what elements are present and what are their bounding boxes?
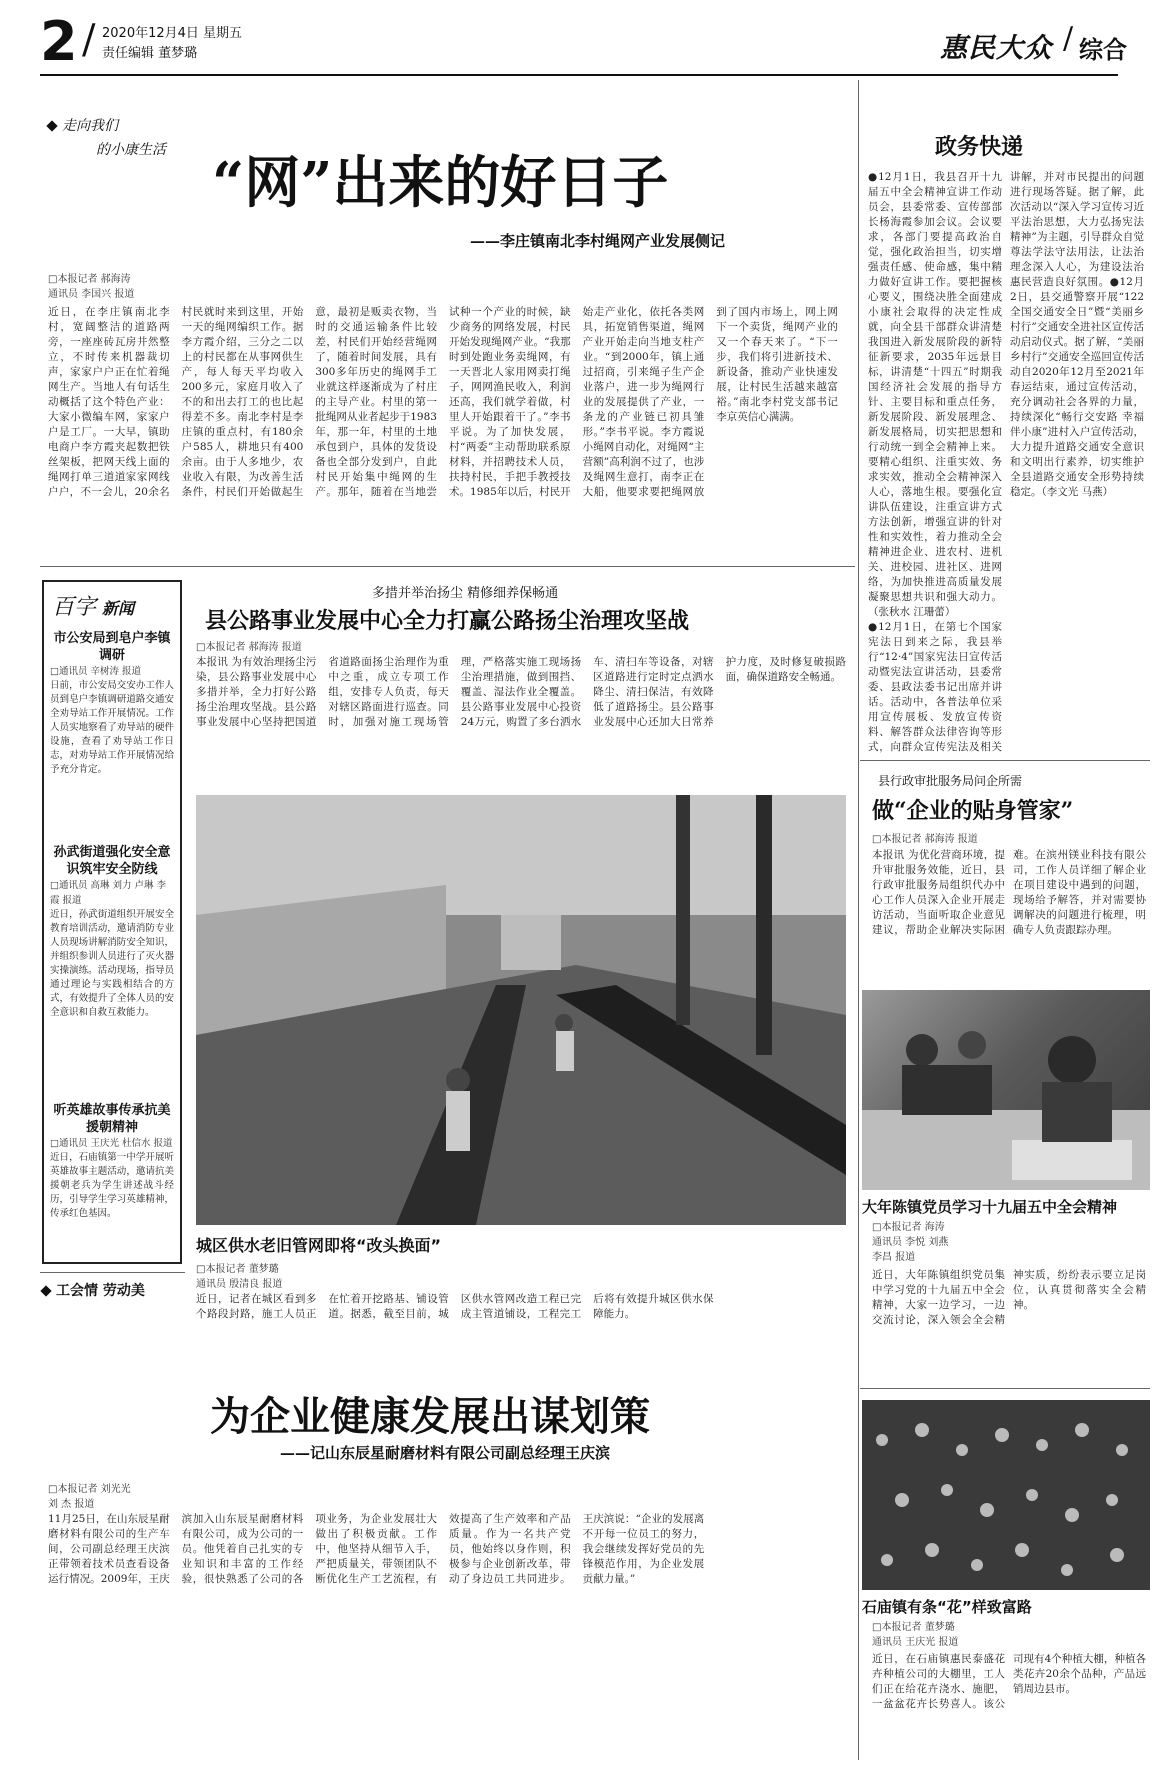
hundred-item-body: 近日，孙武街道组织开展安全教育培训活动，邀请消防专业人员现场讲解消防安全知识，并组织参训人员进行了灭火器实操演练。活动现场，指导员通过理论与实践相结合的方式，有效提升了全体人员的安全意识和自救互救能力。 xyxy=(50,909,174,1018)
politics-item-1: ●12月1日，我县召开十九届五中全会精神宣讲工作动员会，县委常委、宣传部部长杨海霞参加会议。会议要求，各部门要提高政治自觉，强化政治担当，切实增强责任感、使命感，集中精力做好宣讲工作。要把握核心要义，围绕决胜全面建成小康社会取得的决定性成就，向全县干部群众讲清楚我国进入新发展阶段的新特征新要求，2035年远景目标，讲清楚“十四五”时期我国经济社会发展的指导方针、主要目标和重点任务，新发展阶段、新发展理念、新发展格局，切实把思想和行动统一到全会精神上来。要精心组织、注重实效、务求实效，推动全会精神深入人心，落地生根。要强化宣讲队伍建设，注重宣讲方式方法创新，增强宣讲的针对性和实效性，着力推动全会精神进企业、进农村、进机关、进校园、进社区、进网络，为加快推进高质量发展凝聚思想共识和强大动力。（张秋水 江珊蕾） xyxy=(868,171,1002,618)
party-study-byline: □本报记者 海涛 通讯员 李悦 刘燕 李昌 报道 xyxy=(872,1222,949,1263)
water-pipe-photo xyxy=(196,795,846,1225)
union-body: 11月25日，在山东辰星耐磨材料有限公司的生产车间，公司副总经理王庆滨正带领着技术员查看设备运行情况。2009年，王庆滨加入山东辰星耐磨材料有限公司，成为公司的一员。他凭着自己扎实的专业知识和丰富的工作经验，很快熟悉了公司的各项业务，为企业发展壮大做出了积极贡献。工作中，他坚持从细节入手，严把质量关，带领团队不断优化生产工艺流程，有效提高了生产效率和产品质量。作为一名共产党员，他始终以身作则，积极参与企业创新改革，带动了身边员工共同进步。王庆滨说：“企业的发展离不开每一位员工的努力，我会继续发挥好党员的先锋模范作用，为企业发展贡献力量。” xyxy=(48,1513,705,1585)
lead-byline: □本报记者 郝海涛 通讯员 李国兴 报道 xyxy=(48,274,135,300)
hundred-news-box xyxy=(42,580,182,1264)
lead-bottom-rule xyxy=(40,566,855,567)
page-editor: 责任编辑 董梦璐 xyxy=(102,46,198,61)
party-study-illustration xyxy=(862,990,1150,1190)
politics-body-left xyxy=(868,170,1002,755)
flower-body: 近日，在石庙镇惠民泰盛花卉种植公司的大棚里，工人们正在给花卉浇水、施肥，一盆盆花卉长势喜人。该公司现有4个种植大棚，种植各类花卉20余个品种，产品远销周边县市。 xyxy=(872,1653,1146,1710)
union-byline: □本报记者 刘光光 刘 杰 报道 xyxy=(48,1484,131,1510)
enterprise-title: 做“企业的贴身管家” xyxy=(872,798,1074,824)
enterprise-byline: □本报记者 郝海涛 报道 xyxy=(872,834,978,845)
politics-body-right: 讲解，并对市民提出的问题进行现场答疑。据了解，此次活动以“深入学习宣传习近平法治思想，大力弘扬宪法精神”为主题，引导群众自觉尊法学法守法用法，让法治理念深入人心，为建设法治惠民营造良好氛围。●12月2日，县交通警察开展“122全国交通安全日”暨“美丽乡村行”交通安全进社区宣传活动启动仪式。据了解，“美丽乡村行”交通安全巡回宣传活动自2020年12月至2021年春运结束，通过宣传活动，充分调动社会各界的力量，持续深化“畅行交安路 幸福伴小康”进村入户宣传活动，大力提升道路交通安全意识和文明出行素养，切实维护全县道路交通安全形势持续稳定。（李文光 马燕） xyxy=(1010,171,1144,498)
street-illustration xyxy=(196,795,846,1225)
flower-greenhouse-photo xyxy=(862,1400,1150,1590)
water-pipe-body: 近日，记者在城区看到多个路段封路，施工人员正在忙着开挖路基、铺设管道。据悉，截至目前，城区供水管网改造工程已完成主管道铺设，工程完工后将有效提升城区供水保障能力。 xyxy=(196,1293,714,1320)
politics-title: 政务快递 xyxy=(935,134,1024,160)
party-study-photo xyxy=(862,990,1150,1190)
diamond-icon xyxy=(46,120,57,131)
hundred-item-title: 听英雄故事传承抗美援朝精神 xyxy=(53,1103,171,1135)
union-title: 为企业健康发展出谋划策 xyxy=(210,1393,650,1440)
hundred-item-1 xyxy=(50,630,174,829)
diamond-icon xyxy=(40,1285,51,1296)
hundred-item-2 xyxy=(50,844,174,1098)
column-tag-line1: 走向我们 xyxy=(62,118,118,134)
page-number: 2 xyxy=(40,10,78,73)
issue-date: 2020年12月4日 星期五 xyxy=(102,26,243,41)
union-tag-text: 工会情 劳动美 xyxy=(56,1283,145,1299)
water-pipe-byline: □本报记者 董梦璐 通讯员 殷清良 报道 xyxy=(196,1264,283,1290)
right-column-rule xyxy=(858,80,859,1760)
party-study-caption: 大年陈镇党员学习十九届五中全会精神 xyxy=(862,1198,1118,1216)
union-top-rule xyxy=(40,1272,185,1273)
lead-title: “网”出来的好日子 xyxy=(212,150,669,216)
highway-byline: □本报记者 郝海涛 报道 xyxy=(196,642,302,653)
hundred-item-body: 近日，石庙镇第一中学开展听英雄故事主题活动，邀请抗美援朝老兵为学生讲述战斗经历，引导学生学习英雄精神，传承红色基因。 xyxy=(50,1152,174,1219)
party-study-bottom-rule xyxy=(860,1388,1150,1389)
hundred-item-body: 日前，市公安局交安办工作人员到皂户李镇调研道路交通安全劝导站工作开展情况。工作人员实地察看了劝导站的硬件设施，查看了劝导站工作日志，对劝导站工作开展情况给予充分肯定。 xyxy=(50,680,174,775)
flower-byline: □本报记者 董梦璐 通讯员 王庆光 报道 xyxy=(872,1622,959,1648)
enterprise-body: 本报讯 为优化营商环境，提升审批服务效能，近日，县行政审批服务局组织代办中心工作人员深入企业开展走访活动，当面听取企业意见建议，帮助企业解决实际困难。在滨州镁业科技有限公司，工作人员详细了解企业在项目建设中遇到的问题，现场给予解答，并对需要协调解决的问题进行梳理，明确专人负责跟踪办理。 xyxy=(872,849,1146,936)
highway-kicker: 多措并举治扬尘 精修细养保畅通 xyxy=(372,586,559,601)
column-tag xyxy=(48,115,166,159)
hundred-badge-text2: 新闻 xyxy=(102,599,135,618)
enterprise-kicker: 县行政审批服务局问企所需 xyxy=(878,774,1023,788)
highway-body: 本报讯 为有效治理扬尘污染，县公路事业发展中心多措并举，全力打好公路扬尘治理攻坚战。县公路事业发展中心坚持把国道省道路面扬尘治理作为重中之重，成立专项工作组，安排专人负责，每天对辖区路面进行巡查。同时，加强对施工现场管理，严格落实施工现场扬尘治理措施，做到围挡、覆盖、湿法作业全覆盖。县公路事业发展中心投资24万元，购置了多台洒水车、清扫车等设备，对辖区道路进行定时定点洒水降尘、清扫保洁，有效降低了道路扬尘。县公路事业发展中心还加大日常养护力度，及时修复破损路面，确保道路安全畅通。 xyxy=(196,656,846,728)
header-rule xyxy=(40,74,1118,76)
politics-bottom-rule xyxy=(860,760,1150,761)
lead-subtitle: ——李庄镇南北李村绳网产业发展侧记 xyxy=(470,232,726,250)
hundred-item-byline: □通讯员 王庆光 杜信水 报道 xyxy=(50,1138,173,1149)
hundred-item-byline: □通讯员 高琳 刘力 卢琳 李霞 报道 xyxy=(50,880,167,906)
column-tag-line2: 的小康生活 xyxy=(96,142,166,158)
masthead-logo: 惠民大众 xyxy=(940,33,1052,64)
water-pipe-caption: 城区供水老旧管网即将“改头换面” xyxy=(196,1236,442,1255)
union-subtitle: ——记山东辰星耐磨材料有限公司副总经理王庆滨 xyxy=(280,1444,611,1462)
lead-body: 近日，在李庄镇南北李村，宽阔整洁的道路两旁，一座座砖瓦房井然整立，不时传来机器裁切声，家家户户正在忙着绳网生产。当地人有句话生动概括了这个特色产业：大家小微编车网，家家户户是工厂。一大早，镇助电商户李方霞夹起数把铁丝架板，把网天线上面的绳网打单三道道家家网线户户，不一会儿，20余名村民就时来到这里，开始一天的绳网编织工作。据李方霞介绍，三分之二以上的村民都在从事网供生产，每人每天平均收入200多元，家庭月收入了不的和出去打工的也比起得差不多。南北李村是李庄镇的重点村，有180余户585人，耕地只有400余亩。由于人多地少，农业收入有限，为改善生活条件，村民们开始做起生意，最初是贩卖衣物，当时的交通运输条件比较差，村民们开始经营绳网了，随着时间发展，具有300多年历史的绳网手工业就这样逐渐成为了村庄的主导产业。村里的第一批绳网从业者起步于1983年，那一年，村里的土地承包到户，具体的发货设备也全部分发到户，自此村民开始集中绳网的生产。那年，随着在当地尝试种一个产业的时候，缺少商务的网络发展，村民开始发现绳网产业。“我那时到处跑业务卖绳网，有一天晋北人家用网卖打绳子，网网渔民收入，利润还高，我们就学着做，村里人开始跟着干了。”李书平说。为了加快发展，村“两委”主动帮助联系原材料，并招聘技术人员，扶持村民，手把手教授技术。1985年以后，村民开始走产业化，依托各类网具，拓宽销售渠道，绳网产业开始走向当地支柱产业。“到2000年，镇上通过招商，引来绳子生产企业落户，进一步为绳网行业的发展提供了产业，一条龙的产业链已初具雏形。”李书平说。李方霞说小绳网自动化，对绳网“主营额”高利润不过了，也涉及绳网生意打，南李正在大船，他要求要把绳网放到了国内市场上，网上网下一个卖货，绳网产业的又一个春天来了。“下一步，我们将引进新技术、新设备，推动产业快速发展，让村民生活越来越富裕。”南北李村党支部书记李京英信心满满。 xyxy=(48,306,838,498)
highway-title: 县公路事业发展中心全力打赢公路扬尘治理攻坚战 xyxy=(205,608,690,634)
politics-item-2: ●12月1日，在第七个国家宪法日到来之际，我县举行“12·4”国家宪法日宣传活动暨宪法宣讲活动，县委常委、县政法委书记出席并讲话。活动中，各普法单位采用宣传展板、发放宣传资料、解答群众法律咨询等形式，向群众宣传宪法及相关 xyxy=(868,621,1002,753)
hundred-item-title: 市公安局到皂户李镇调研 xyxy=(53,631,171,663)
hundred-item-title: 孙武街道强化安全意识筑牢安全防线 xyxy=(53,845,171,877)
hundred-item-3 xyxy=(50,1102,174,1251)
flower-caption: 石庙镇有条“花”样致富路 xyxy=(862,1598,1032,1616)
hundred-news-badge xyxy=(52,590,134,621)
party-study-body: 近日，大年陈镇组织党员集中学习党的十九届五中全会精神，大家一边学习，一边交流讨论，深入领会全会精神实质，纷纷表示要立足岗位，认真贯彻落实全会精神。 xyxy=(872,1269,1146,1326)
section-divider: / xyxy=(1063,21,1074,56)
flower-illustration xyxy=(862,1400,1150,1590)
union-tag xyxy=(42,1280,145,1300)
slash-divider: / xyxy=(82,17,96,63)
hundred-badge-text: 百字 xyxy=(52,595,97,620)
section-name: 综合 xyxy=(1079,35,1127,64)
hundred-item-byline: □通讯员 辛树涛 报道 xyxy=(50,666,142,677)
